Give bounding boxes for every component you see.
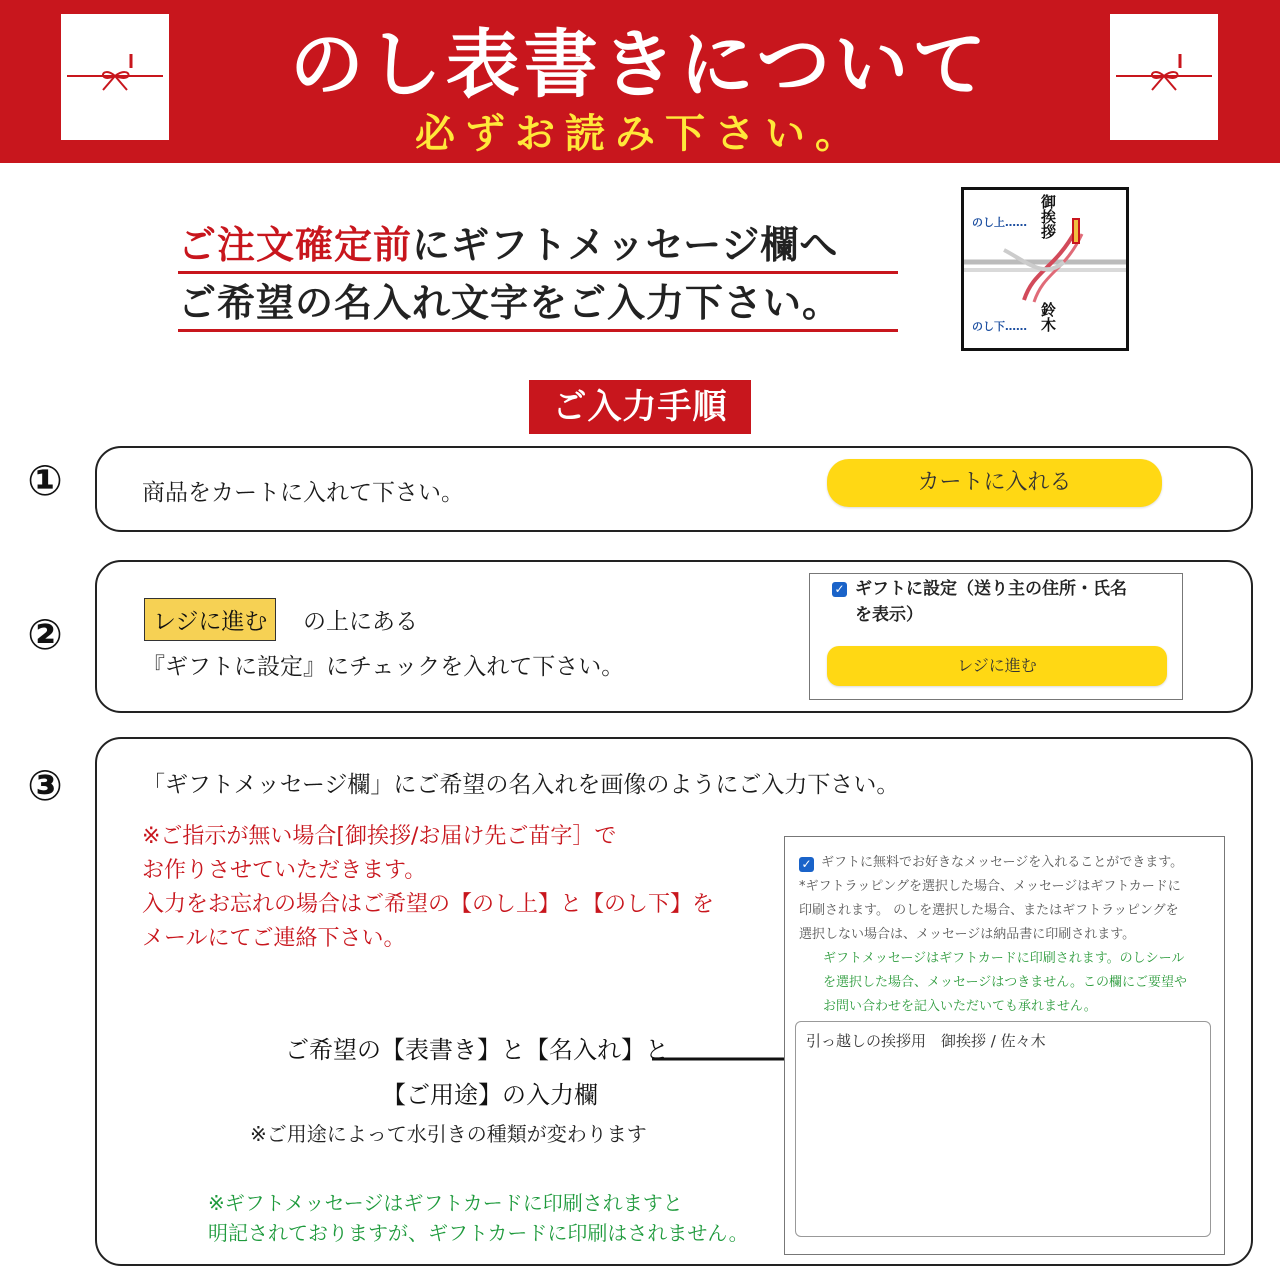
green-note-line: ※ギフトメッセージはギフトカードに印刷されますと (208, 1191, 683, 1215)
red-note-line: お作りさせていただきます。 (142, 858, 427, 883)
noshi-sample-image (961, 187, 1129, 351)
gift-message-warning-line: を選択した場合、メッセージはつきません。この欄にご要望や (823, 975, 1188, 990)
arrow-note: ※ご用途によって水引きの種類が変わります (250, 1122, 647, 1146)
step-2-number: ② (27, 610, 63, 659)
gift-message-info-line: *ギフトラッピングを選択した場合、メッセージはギフトカードに (799, 879, 1181, 894)
instruction-note-green (208, 1188, 749, 1248)
gift-setting-label-1: ギフトに設定（送り主の住所・氏名 (855, 579, 1127, 599)
gift-message-checkbox[interactable]: ✓ (799, 857, 814, 872)
arrow-label-2: 【ご用途】の入力欄 (382, 1081, 598, 1109)
gift-message-warning-line: お問い合わせを記入いただいても承れません。 (823, 999, 1097, 1014)
gift-setting-panel (809, 573, 1183, 700)
mizuhiki-icon (1110, 14, 1218, 140)
noshi-icon-left (61, 14, 169, 140)
gift-message-info-line: 印刷されます。 のしを選択した場合、またはギフトラッピングを (799, 903, 1179, 918)
gift-message-warning-line: ギフトメッセージはギフトカードに印刷されます。のしシール (823, 951, 1185, 966)
noshi-icon-right (1110, 14, 1218, 140)
step-1-text: 商品をカートに入れて下さい。 (142, 480, 464, 506)
section-heading: ご入力手順 (529, 380, 751, 434)
gift-message-value: 引っ越しの挨拶用 御挨拶 / 佐々木 (806, 1032, 1046, 1050)
step-2-text-1: の上にある (303, 609, 418, 635)
step-3-text: 「ギフトメッセージ欄」にご希望の名入れを画像のようにご入力下さい。 (142, 772, 900, 798)
page-title: のし表書きについて (289, 22, 991, 108)
gift-message-info-line: 選択しない場合は、メッセージは納品書に印刷されます。 (799, 927, 1136, 942)
mizuhiki-icon (61, 14, 169, 140)
gift-message-panel (784, 836, 1225, 1255)
red-note-line: ※ご指示が無い場合[御挨拶/お届け先ご苗字］で (142, 824, 617, 849)
page-subtitle: 必ずお読み下さい。 (415, 110, 865, 157)
add-to-cart-button[interactable]: カートに入れる (827, 459, 1162, 507)
noshi-bottom-label: のし下…… (972, 320, 1027, 333)
red-note-line: メールにてご連絡下さい。 (142, 926, 406, 951)
intro-line-1-rest: にギフトメッセージ欄へ (412, 222, 839, 267)
noshi-top-label: のし上…… (972, 216, 1027, 229)
step-2-text-2: 『ギフトに設定』にチェックを入れて下さい。 (142, 654, 625, 680)
noshi-bottom-text: 鈴木 (1039, 302, 1057, 332)
step-1-number: ① (27, 456, 63, 505)
gift-message-info-line: ギフトに無料でお好きなメッセージを入れることができます。 (821, 855, 1184, 870)
checkout-button[interactable]: レジに進む (827, 646, 1167, 686)
gift-message-textarea[interactable] (795, 1021, 1211, 1237)
step-3-number: ③ (27, 761, 63, 810)
noshi-top-text: 御挨拶 (1039, 194, 1057, 239)
intro-line-2: ご希望の名入れ文字をご入力下さい。 (178, 272, 898, 332)
gift-setting-label-2: を表示） (855, 605, 923, 625)
red-note-line: 入力をお忘れの場合はご希望の【のし上】と【のし下】を (142, 892, 715, 917)
gift-setting-checkbox[interactable]: ✓ (832, 582, 847, 597)
green-note-line: 明記されておりますが、ギフトカードに印刷はされません。 (208, 1221, 749, 1245)
checkout-chip: レジに進む (144, 598, 276, 641)
intro-emphasis: ご注文確定前 (178, 222, 413, 267)
instruction-note-red (142, 820, 714, 956)
arrow-label-1: ご希望の【表書き】と【名入れ】と (285, 1036, 669, 1064)
intro-line-1 (178, 214, 898, 274)
